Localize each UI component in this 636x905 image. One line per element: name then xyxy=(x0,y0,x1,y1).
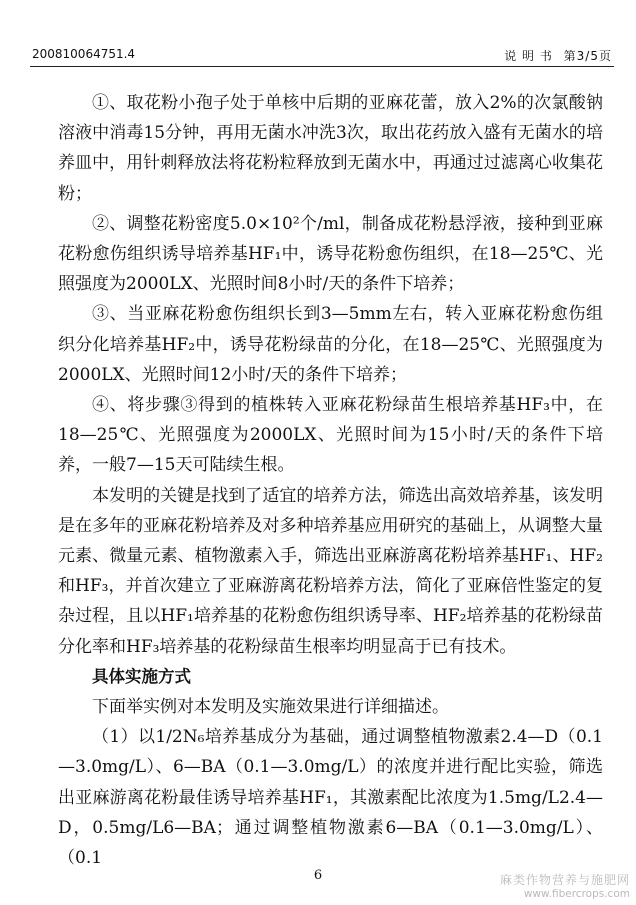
page-number: 6 xyxy=(313,868,323,883)
paragraph-intro: 下面举实例对本发明及实施效果进行详细描述。 xyxy=(92,697,449,718)
watermark-site-name: 麻类作物营养与施肥网 xyxy=(499,873,630,887)
paragraph-step-1: ①、取花粉小孢子处于单核中后期的亚麻花蕾，放入2%的次氯酸钠溶液中消毒15分钟，再用无菌水冲洗3次，取出花药放入盛有无菌水的培养皿中，用针刺释放法将花粉粒释放到无菌水中，再通过过滤离心收集花粉； xyxy=(58,93,603,204)
page-header xyxy=(32,47,612,65)
watermark xyxy=(500,873,630,901)
watermark-url: www.fibercrops.com xyxy=(523,888,630,900)
header-right xyxy=(498,47,612,64)
paragraph-key-point: 本发明的关键是找到了适宜的培养方法，筛选出高效培养基，该发明是在多年的亚麻花粉培养及对多种培养基应用研究的基础上，从调整大量元素、微量元素、植物激素入手，筛选出亚麻游离花粉培养基HF₁、HF₂和HF₃，并首次建立了亚麻游离花粉培养方法，简化了亚麻倍性鉴定的复杂过程，且以HF₁培养基的花粉愈伤组织诱导率、HF₂培养基的花粉绿苗分化率和HF₃培养基的花粉绿苗生根率均明显高于已有技术。 xyxy=(58,485,603,657)
paragraph-step-4: ④、将步骤③得到的植株转入亚麻花粉绿苗生根培养基HF₃中，在18—25℃、光照强度为2000LX、光照时间为15小时/天的条件下培养，一般7—15天可陆续生根。 xyxy=(58,395,603,476)
application-number: 200810064751.4 xyxy=(32,47,136,61)
section-heading: 具体实施方式 xyxy=(92,666,191,686)
header-rule xyxy=(30,66,614,67)
page-info: 第3/5页 xyxy=(563,49,612,63)
paragraph-step-2: ②、调整花粉密度5.0×10²个/ml，制备成花粉悬浮液，接种到亚麻花粉愈伤组织诱导培养基HF₁中，诱导花粉愈伤组织，在18—25℃、光照强度为2000LX、光照时间8小时/天的条件下培养； xyxy=(58,213,603,295)
paragraph-step-3: ③、当亚麻花粉愈伤组织长到3—5mm左右，转入亚麻花粉愈伤组织分化培养基HF₂中，诱导花粉绿苗的分化，在18—25℃、光照强度为2000LX、光照时间12小时/天的条件下培养； xyxy=(58,304,603,385)
document-body xyxy=(58,88,603,873)
document-type: 说 明 书 xyxy=(504,49,553,63)
paragraph-example-1: （1）以1/2N₆培养基成分为基础，通过调整植物激素2.4—D（0.1—3.0mg/L）、6—BA（0.1—3.0mg/L）的浓度并进行配比实验，筛选出亚麻游离花粉最佳诱导培养基HF₁，其激素配比浓度为1.5mg/L2.4—D，0.5mg/L6—BA；通过调整植物激素6—BA（0.1—3.0mg/L）、（0.1 xyxy=(58,727,603,869)
